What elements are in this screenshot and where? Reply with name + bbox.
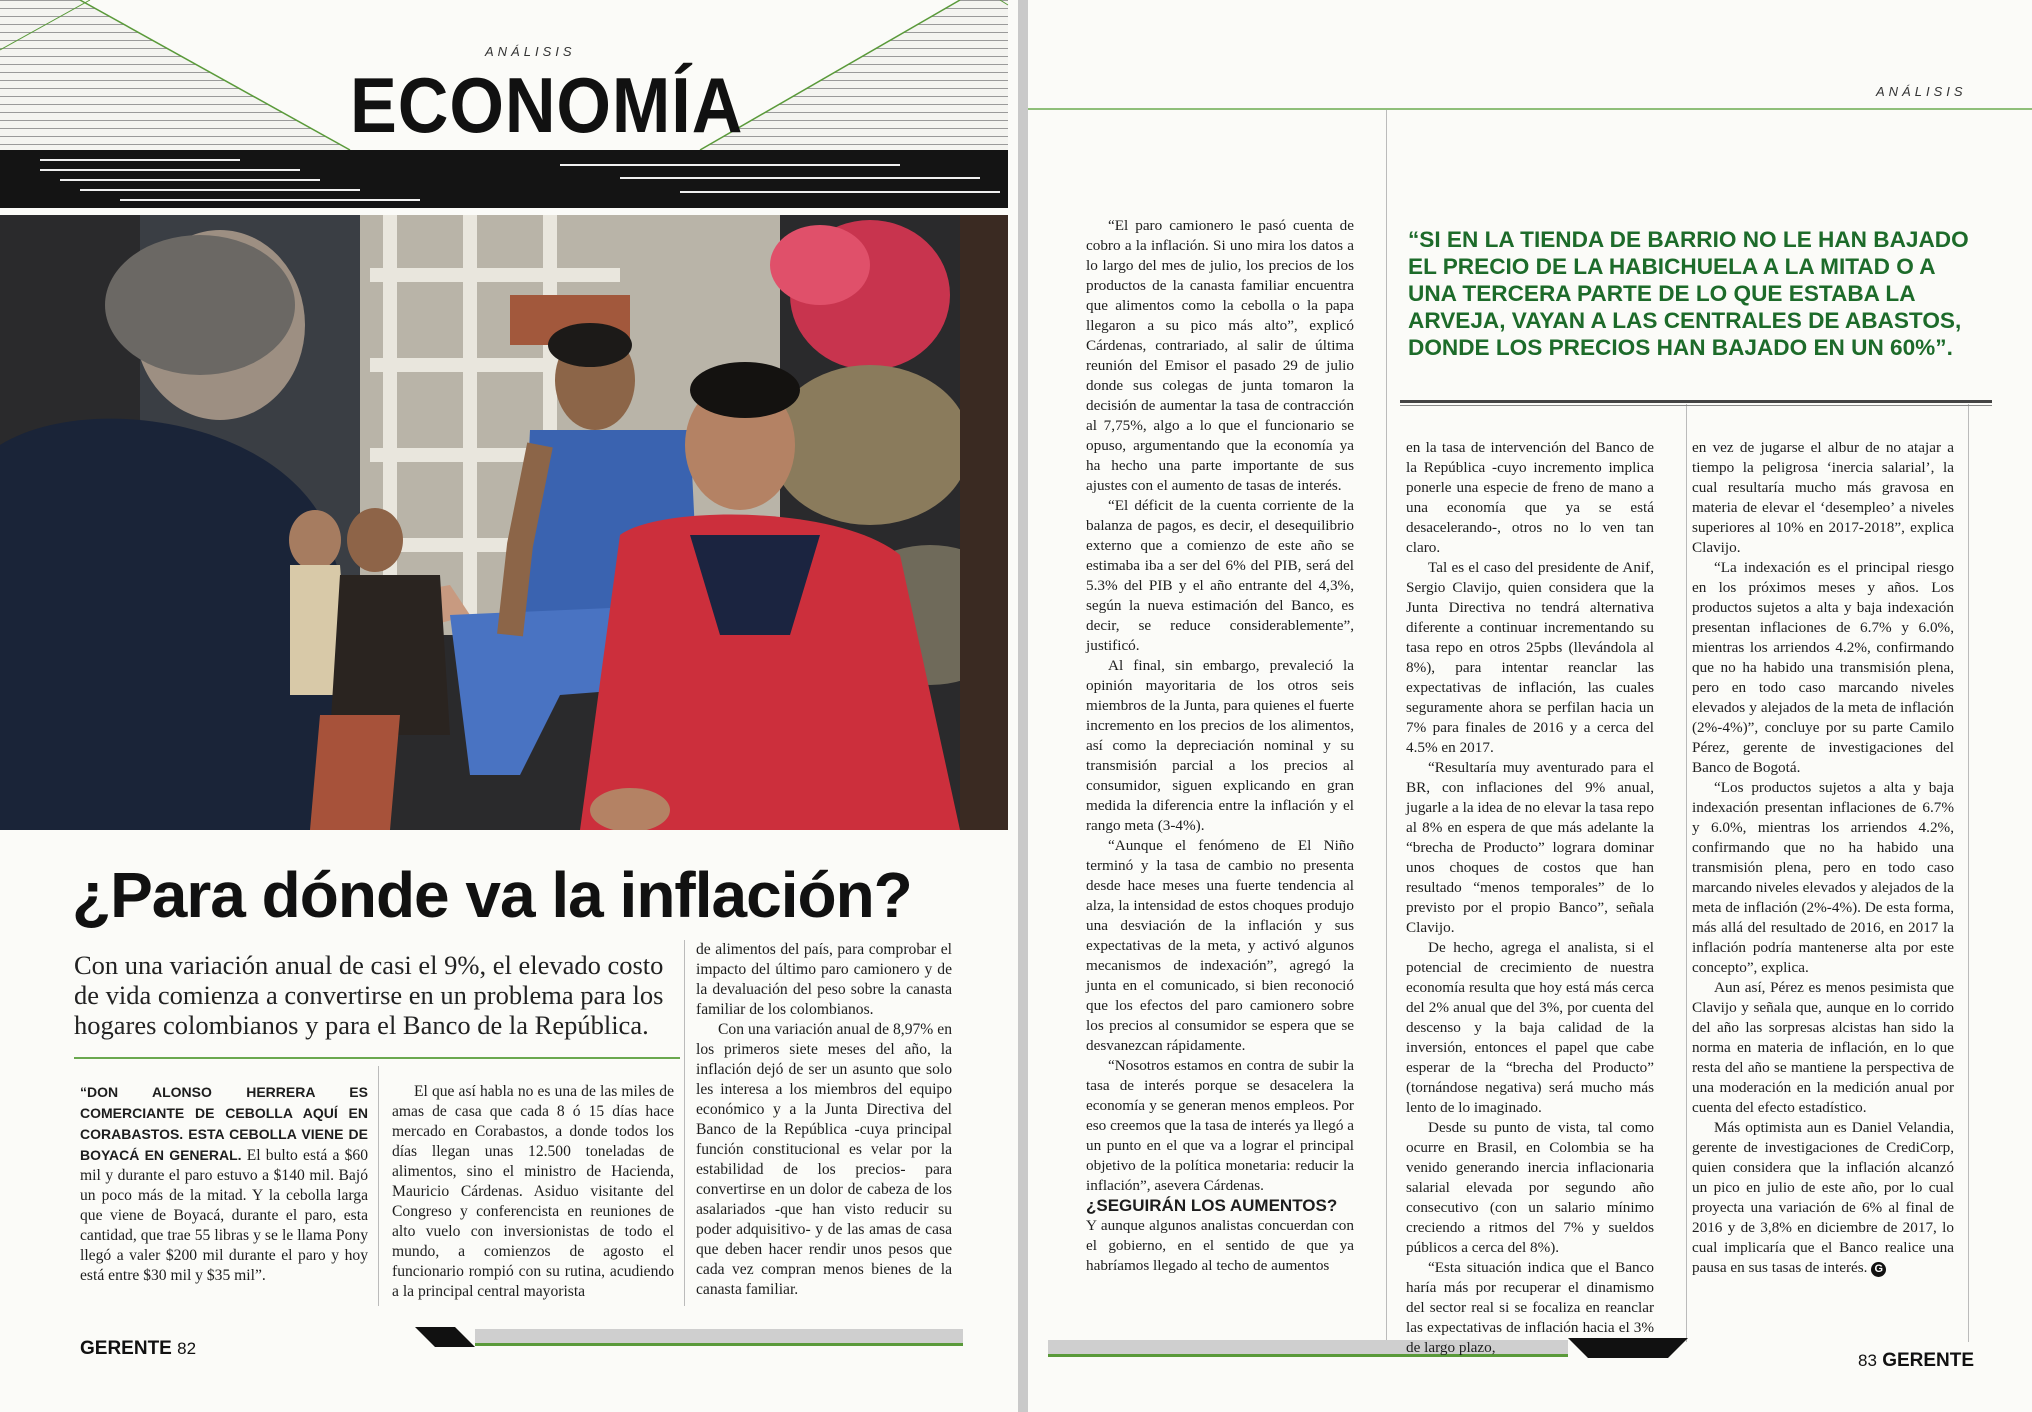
column-divider (1968, 404, 1969, 1342)
column-text: “Aunque el fenómeno de El Niño terminó y la tasa de cambio no presenta desde hace meses una fuerte tendencia al alza, la intensidad de estos choques produjo una desviación de la inflación y sus expectativas de la meta, y activó algunos mecanismos de indexación”, agregó la junta en el comunicado, si bien reconoció que los efectos del paro camionero sobre los precios al consumidor se espera que se desvanezcan rápidamente. (1086, 837, 1354, 1054)
column-text: Desde su punto de vista, tal como ocurre en Brasil, en Colombia se ha venido generando inercia inflacionaria salarial elevada por segundo año consecutivo (con un salario mínimo creciendo a ritmos del 7% y sueldos públicos a cerca del 8%). (1406, 1119, 1654, 1256)
column-text: Tal es el caso del presidente de Anif, Sergio Clavijo, quien considera que la Junta Directiva no tendrá alternativa diferente a continuar incrementando su tasa repo en otros 25pbs (llevándola al 8%), para intentar reanclar las expectativas de inflación, las cuales seguramente ahora se perfilan hacia un 7% para finales de 2016 y a cerca del 4.5% en 2017. (1406, 559, 1654, 756)
folio-left (80, 1338, 196, 1360)
column-divider (684, 940, 685, 1306)
column-divider (378, 1066, 379, 1306)
column-text: El que así habla no es una de las miles de amas de casa que cada 8 ó 15 días hace mercado en Corabastos, a donde todos los días llegan unas 12.500 toneladas de alimentos, sino el ministro de Hacienda, Mauricio Cárdenas. Asiduo visitante del Congreso y conferencista en reuniones de alto vuelo con inversionistas de todo el mundo, a comienzos de agosto el funcionario rompió con su rutina, acudiendo a la principal central mayorista (392, 1083, 674, 1300)
column-text: “Nosotros estamos en contra de subir la tasa de interés porque se desacelera la economía y se generan menos empleos. Por eso creemos que la tasa de interés ya llegó a un punto en el que va a lograr el principal objetivo de la política monetaria: reducir la inflación”, asevera Cárdenas. (1086, 1057, 1354, 1194)
article-deck: Con una variación anual de casi el 9%, el elevado costo de vida comienza a convertirse en un problema para los hogares colombianos y para el Banco de la República. (74, 950, 664, 1040)
column-text: De hecho, agrega el analista, si el potencial de crecimiento de nuestra economía resulta que hoy está más cerca del 2% anual que del 3%, por cuenta del descenso y la baja calidad de la inversión, entonces el papel que cabe esperar de la “brecha del Producto” (tornándose negativa) será mucho más lento de lo imaginado. (1406, 939, 1654, 1116)
right-column-1 (1086, 216, 1354, 1276)
left-column-3 (696, 940, 952, 1300)
header-rule (1028, 108, 2032, 110)
column-text: El bulto está a $60 mil y durante el paro estuvo a $140 mil. Bajó un poco más de la mitad. Y la cebolla larga que viene de Boyacá, durante el paro, esta cantidad, que trae 55 libras y se le llama Pony llegó a valer $200 mil durante el paro y hoy está entre $30 mil y $35 mil”. (80, 1147, 368, 1284)
left-column-1 (80, 1082, 368, 1286)
section-label-right: ANÁLISIS (1876, 84, 1967, 99)
article-headline: ¿Para dónde va la inflación? (72, 859, 912, 931)
pull-quote-rule-thin (1400, 405, 1992, 406)
column-text: “El paro camionero le pasó cuenta de cobro a la inflación. Si uno mira los datos a lo largo del mes de julio, los precios de los productos de la canasta familiar encuentra que alimentos como la cebolla o la papa llegaron a su pico más alto”, explicó Cárdenas, contrariado, al salir de última reunión del Emisor el pasado 29 de julio donde sus colegas de junta tomaron la decisión de aumentar la tasa de contracción al 7,75%, algo a lo que el funcionario se opuso, argumentando que la economía ya ha hecho una parte importante de sus ajustes con el aumento de tasas de interés. (1086, 217, 1354, 494)
section-header (0, 0, 1018, 215)
deck-rule (74, 1057, 680, 1059)
end-mark-icon: G (1871, 1262, 1886, 1277)
photo-market-scene (0, 215, 1008, 830)
folio-number: 83 (1858, 1351, 1877, 1370)
pull-quote: “SI EN LA TIENDA DE BARRIO NO LE HAN BAJADO EL PRECIO DE LA HABICHUELA A LA MITAD O A UNA TERCERA PARTE DE LO QUE ESTABA LA ARVEJA, VAYAN A LAS CENTRALES DE ABASTOS, DONDE LOS PRECIOS HAN BAJADO EN UN 60%”. (1408, 227, 1969, 360)
column-text: Y aunque algunos analistas concuerdan con el gobierno, en el sentido de que ya habríamos llegado al techo de aumentos (1086, 1217, 1354, 1274)
section-subhead: ¿SEGUIRÁN LOS AUMENTOS? (1086, 1196, 1338, 1215)
right-column-3 (1692, 438, 1954, 1278)
column-text: “Resultaría muy aventurado para el BR, con inflaciones del 9% anual, jugarle a la idea de no elevar la tasa repo al 8% en espera de que más adelante la “brecha de Producto” lograra dominar unos choques de costos que han resultado “menos temporales” de lo previsto por el propio Banco”, señala Clavijo. (1406, 759, 1654, 936)
column-text: “Esta situación indica que el Banco haría más por recuperar el dinamismo del sector real si se focaliza en reanclar las expectativas de inflación hacia el 3% de largo plazo, (1406, 1259, 1654, 1356)
column-text: “El déficit de la cuenta corriente de la balanza de pagos, es decir, el desequilibrio externo que a comienzo de este año se estimaba iba a ser del 6% del PIB, será del 5.3% del PIB y el año entrante del 4,3%, según la nueva estimación del Banco, es decir, se reduce considerablemente”, justificó. (1086, 497, 1354, 654)
column-text: Con una variación anual de 8,97% en los primeros siete meses del año, la inflación dejó de ser un asunto que solo les interesa a los miembros del equipo económico y a la Junta Directiva del Banco de la República -cuya principal función constitucional es velar por la estabilidad de los precios- para convertirse en un dolor de cabeza de los asalariados -que han visto reducir su poder adquisitivo- y de las amas de casa que deben hacer rendir unos pesos que cada vez compran menos bienes de la canasta familiar. (696, 1021, 952, 1298)
page-gutter (1018, 0, 1028, 1412)
column-text: de alimentos del país, para comprobar el impacto del último paro camionero y de la devaluación del peso sobre la canasta familiar de los colombianos. (696, 941, 952, 1018)
left-column-2 (392, 1082, 674, 1302)
column-text: “Los productos sujetos a alta y baja indexación presentan inflaciones de 6.7% y 6.0%, mientras los arriendos 4.2%, confirmando que no ha habido una transmisión plena, pero en todo caso marcando niveles elevados y alejados de la meta de inflación (2%-4%). De esta forma, más allá del resultado de 2016, en 2017 la inflación podría mantenerse alta por este concepto”, explica. (1692, 779, 1954, 976)
column-text: Más optimista aun es Daniel Velandia, gerente de investigaciones de CrediCorp, quien considera que la inflación alcanzó un pico en julio de este año, por lo cual proyecta una variación de 6% al final de 2016 y de 3,8% en diciembre de 2017, lo cual implicaría que el Banco realice una pausa en sus tasas de interés. (1692, 1119, 1954, 1276)
folio-right (1858, 1350, 1974, 1372)
section-title: ECONOMÍA (350, 61, 744, 149)
column-text: “La indexación es el principal riesgo en los próximos meses y años. Los productos sujetos a alta y baja indexación presentan inflaciones de 6.7% y 6.0%, mientras los arriendos 4.2%, confirmando que no ha habido una transmisión plena, pero en todo caso marcando niveles elevados y alejados de la meta de inflación (2%-4%)”, concluye por su parte Camilo Pérez, gerente de investigaciones del Banco de Bogotá. (1692, 559, 1954, 776)
pull-quote-rule (1400, 400, 1992, 403)
right-column-2 (1406, 438, 1654, 1358)
section-label: ANÁLISIS (485, 44, 576, 59)
column-text: en vez de jugarse el albur de no atajar a tiempo la peligrosa ‘inercia salarial’, la cual resultaría mucho más gravosa en materia de elevar el ‘desempleo’ a niveles superiores al 10% en 2017-2018”, explica Clavijo. (1692, 439, 1954, 556)
column-divider (1386, 110, 1387, 1342)
column-text: Al final, sin embargo, prevaleció la opinión mayoritaria de los otros seis miembros de la Junta, para quienes el fuerte incremento en los precios de los alimentos, así como la depreciación nominal y su transmisión parcial a los precios al consumidor, siguen explicando en gran medida la diferencia entre la inflación y el rango meta (3-4%). (1086, 657, 1354, 834)
folio-name: GERENTE (80, 1338, 172, 1359)
column-divider (1686, 404, 1687, 1342)
folio-number: 82 (177, 1339, 197, 1358)
column-text: Aun así, Pérez es menos pesimista que Clavijo y señala que, aunque en lo corrido del año las sorpresas alcistas han sido la norma en materia de inflación, en lo que resta del año se mantiene la perspectiva de una moderación en la medición anual por cuenta del efecto estadístico. (1692, 979, 1954, 1116)
column-text: en la tasa de intervención del Banco de la República -cuyo incremento implica ponerle una especie de freno de mano a una economía que ya se está desacelerando-, otros no lo ven tan claro. (1406, 439, 1654, 556)
folio-name: GERENTE (1882, 1350, 1975, 1371)
footer-stripe (415, 1327, 963, 1347)
column-lead-in: “DON ALONSO HERRERA ES COMERCIANTE DE CEBOLLA AQUÍ EN CORABASTOS. ESTA CEBOLLA VIENE DE BOYACÁ EN GENERAL. (80, 1084, 368, 1163)
